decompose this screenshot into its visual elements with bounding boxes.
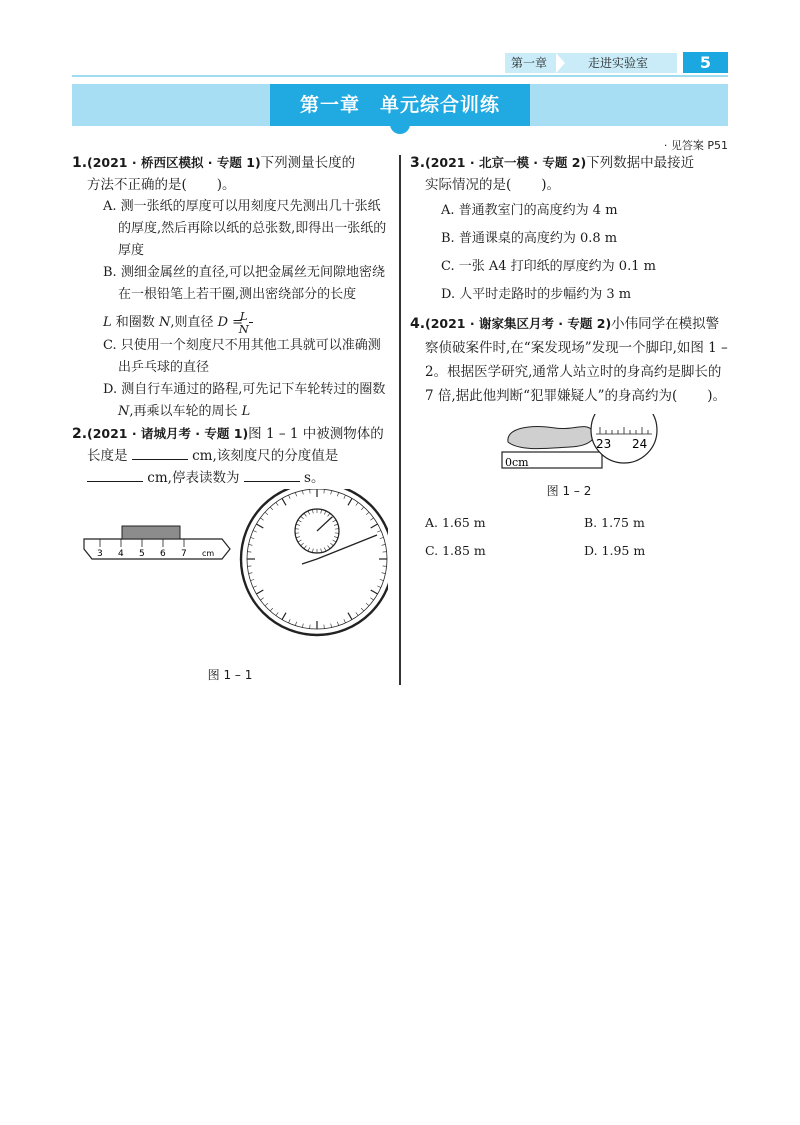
header-chapter-tab: 第一章 <box>511 56 548 70</box>
question-stem: 下列测量长度的 <box>260 155 356 171</box>
ruler-label-24: 24 <box>632 437 648 451</box>
header-rule <box>72 75 728 77</box>
ruler-label: 5 <box>139 549 145 559</box>
question-stem-cont: 方法不正确的是 <box>87 177 182 193</box>
figure-1-1-caption: 图 1 – 1 <box>207 668 253 682</box>
header-tab-arrow <box>556 53 565 73</box>
question-2: 2. (2021 · 诸城月考 · 专题 1)图 1 – 1 中被测物体的长度是 cm,该刻度尺的分度值是 cm,停表读数为 s。 <box>72 423 388 489</box>
ruler-unit: cm <box>202 549 215 558</box>
question-source: (2021 · 诸城月考 · 专题 1) <box>87 426 249 441</box>
option-a: A. 普通教室门的高度约为 4 m <box>441 203 618 218</box>
question-stem: 下列数据中最接近 <box>586 155 695 171</box>
footprint <box>508 427 594 449</box>
page-title: 第一章 单元综合训练 <box>299 94 500 116</box>
option-c: C. 1.85 m <box>425 543 486 558</box>
question-4: 4. (2021 · 谢家集区月考 · 专题 2)小伟同学在模拟警察侦破案件时,在“案发现场”发现一个脚印,如图 1 – 2。根据医学研究,通常人站立时的身高约是脚长的 7 倍,据此他判断“犯罪嫌疑人”的身高约为( )。 <box>410 312 728 408</box>
right-column <box>410 152 728 562</box>
figure-1-2-drawing <box>410 414 728 476</box>
question-number: 2. <box>72 426 88 442</box>
question-source: (2021 · 北京一模 · 专题 2) <box>425 155 587 170</box>
ruler <box>84 526 230 559</box>
page-number: 5 <box>683 52 728 73</box>
figure-1-2-caption: 图 1 – 2 <box>546 484 592 498</box>
option-d: D. 人平时走路时的步幅约为 3 m <box>441 287 632 302</box>
question-source: (2021 · 谢家集区月考 · 专题 2) <box>425 316 612 331</box>
figure-1-1-drawing <box>72 489 388 664</box>
question-stem: 小伟同学在模拟警察侦破案件时,在“案发现场”发现一个脚印,如图 1 – 2。根据医学研究,通常人站立时的身高约是脚长的 7 倍,据此他判断“犯罪嫌疑人”的身高约为( <box>425 316 728 404</box>
fraction-l-over-n: $\frac{L}{N}$ <box>249 310 253 335</box>
option-b: B. 普通课桌的高度约为 0.8 m <box>441 231 618 246</box>
option-a: A. 测一张纸的厚度可以用刻度尺先测出几十张纸的厚度,然后再除以纸的总张数,即得出一张纸的厚度 <box>103 199 387 258</box>
question-source: (2021 · 桥西区模拟 · 专题 1) <box>87 155 261 170</box>
question-number: 3. <box>410 155 426 171</box>
question-stem-end: )。 <box>216 177 236 193</box>
question-1: 1. (2021 · 桥西区模拟 · 专题 1)下列测量长度的 方法不正确的是( )。 A. 测一张纸的厚度可以用刻度尺先测出几十张纸的厚度,然后再除以纸的总张数,即得出一张纸的厚度 B. 测细金属丝的直径,可以把金属丝无间隙地密绕在一根铅笔上若干圈,测出密绕部分的长度 L 和圈数 N,则直径 D = $\frac{L}{N}$ C. 只使用一个刻度尺不用其他工具就可以准确测出乒乓球的直径 D. 测自行车通过的路程,可先记下车轮转过的圈数 N,再乘以车轮的周长 L <box>72 152 388 423</box>
header-section-tab: 走进实验室 <box>588 56 649 70</box>
option-d: D. 测自行车通过的路程,可先记下车轮转过的圈数 N,再乘以车轮的周长 L <box>103 382 386 419</box>
question-3: 3. (2021 · 北京一模 · 专题 2)下列数据中最接近 实际情况的是( )。 A. 普通教室门的高度约为 4 m B. 普通课桌的高度约为 0.8 m C. 一张 A4 打印纸的厚度约为 0.1 m D. 人平时走路时的步幅约为 3 m <box>410 152 728 306</box>
left-column <box>72 152 388 686</box>
ruler-label: 6 <box>160 549 166 559</box>
ruler-label: 3 <box>97 549 103 559</box>
ruler-label: 7 <box>181 549 187 559</box>
ruler-label-23: 23 <box>596 437 612 451</box>
figure-1-2 <box>410 414 728 476</box>
option-c: C. 只使用一个刻度尺不用其他工具就可以准确测出乒乓球的直径 <box>103 338 381 375</box>
ruler-zero-label: 0cm <box>505 456 529 469</box>
column-divider <box>399 155 401 685</box>
stopwatch <box>241 489 388 635</box>
option-b: B. 测细金属丝的直径,可以把金属丝无间隙地密绕在一根铅笔上若干圈,测出密绕部分的长度 L 和圈数 N,则直径 D = $\frac{L}{N}$ <box>103 265 385 336</box>
option-b: B. 1.75 m <box>584 515 645 530</box>
answer-reference: · 见答案 P51 <box>663 139 728 152</box>
answer-blank-division[interactable] <box>87 468 143 482</box>
ruler-label: 4 <box>118 549 124 559</box>
option-a: A. 1.65 m <box>425 515 486 530</box>
q4-options <box>410 512 728 562</box>
option-d: D. 1.95 m <box>584 543 646 558</box>
figure-1-1 <box>72 489 388 664</box>
question-number: 1. <box>72 155 88 171</box>
answer-blank-length[interactable] <box>132 446 188 460</box>
option-c: C. 一张 A4 打印纸的厚度约为 0.1 m <box>441 259 656 274</box>
question-number: 4. <box>410 316 426 332</box>
answer-blank-stopwatch[interactable] <box>244 468 300 482</box>
measured-block <box>122 526 180 539</box>
question-stem: 图 1 – 1 中被测物体的长度是 <box>87 426 384 464</box>
